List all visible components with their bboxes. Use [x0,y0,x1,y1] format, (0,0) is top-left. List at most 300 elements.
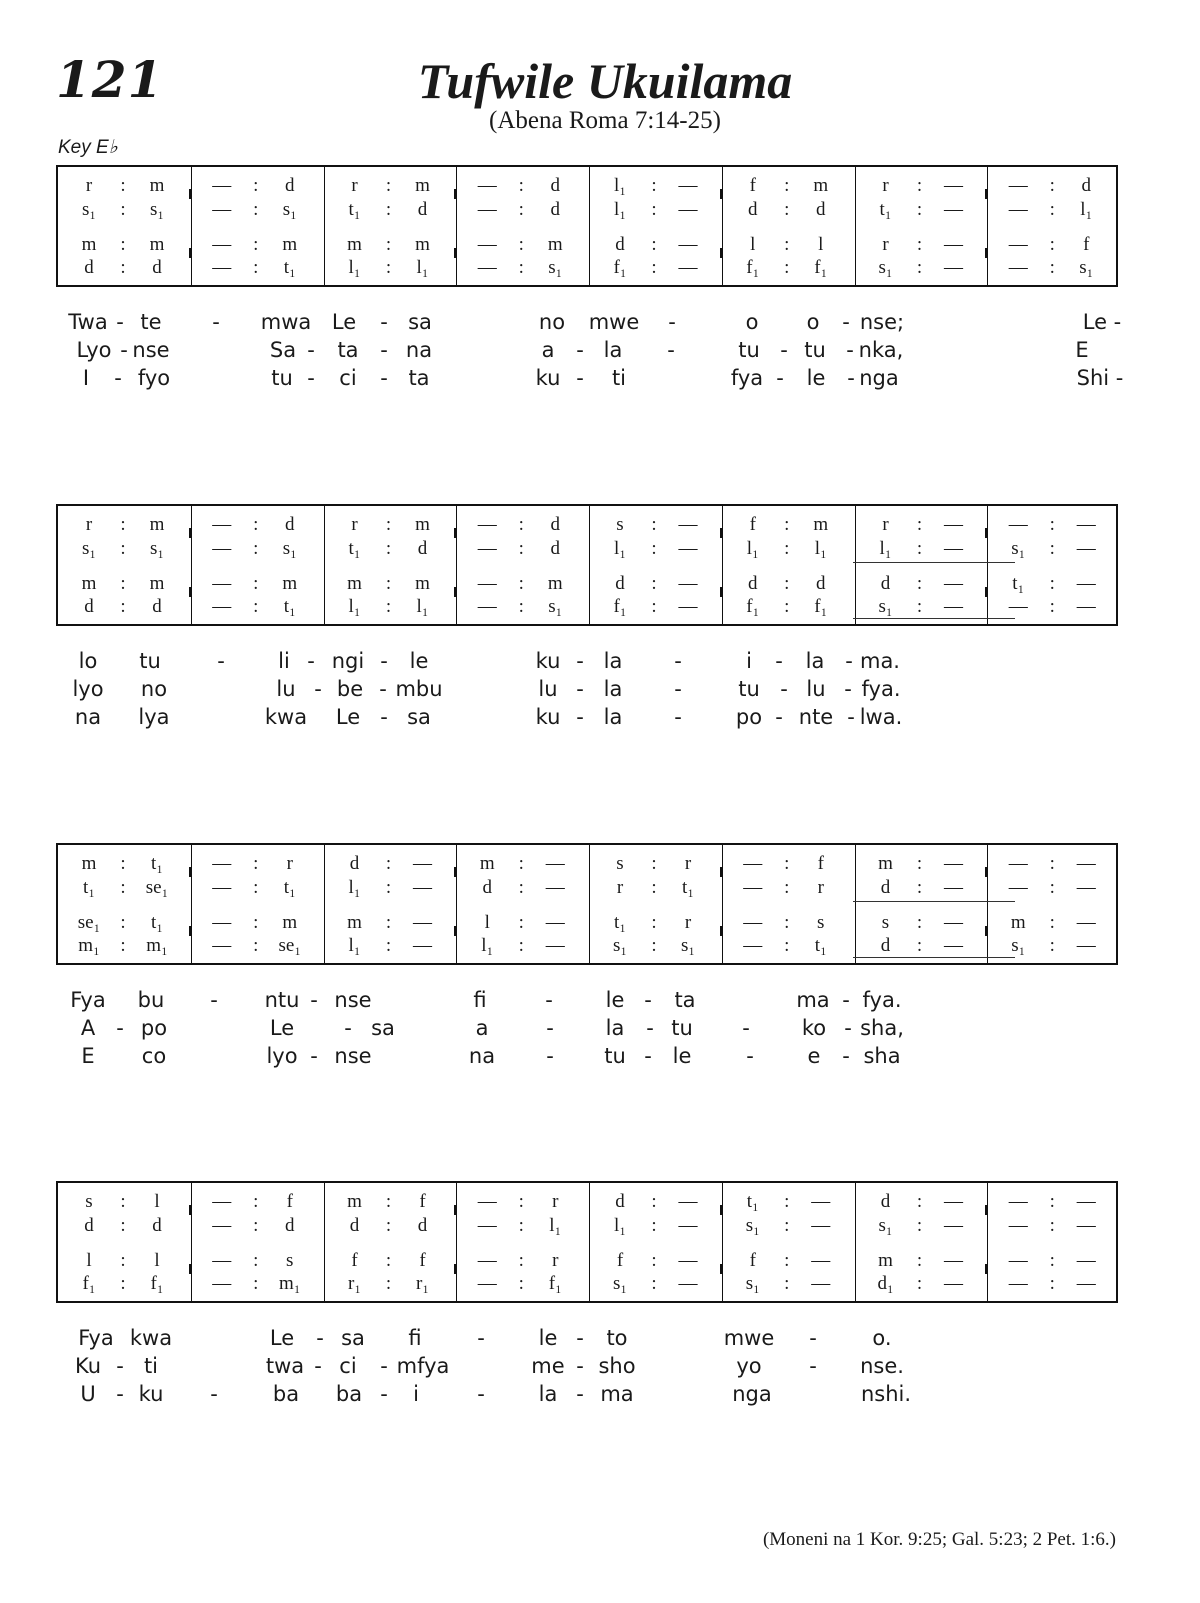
lyric-syllable: i [746,649,752,673]
note-beat-2: d [417,1215,428,1236]
lyric-syllable: no [140,677,168,701]
note-beat-1: t₁ [83,877,95,898]
lyric-hyphen: - [380,705,388,729]
beat-colon: : [385,596,392,617]
note-beat-2: r [552,1250,559,1271]
lyric-hyphen: - [742,1016,750,1040]
note-beat-2: s₁ [680,935,696,956]
note-beat-1: — [1008,514,1028,535]
note-beat-1: — [212,1191,232,1212]
note-beat-2: d [417,538,428,559]
beat-colon: : [253,538,259,559]
half-bar-tick [720,867,722,877]
lyric-syllable: nse. [860,1354,904,1378]
measure [456,506,590,624]
note-beat-1: — [1008,1215,1028,1236]
note-beat-2: m [813,175,829,196]
measure [456,1183,590,1301]
beat-colon: : [253,1273,259,1294]
beat-colon: : [651,573,657,594]
note-beat-2: s₁ [149,199,165,220]
beat-colon: : [253,573,259,594]
beat-colon: : [518,514,524,535]
beat-colon: : [916,596,923,617]
lyric-hyphen: - [120,338,128,362]
note-beat-2: f [419,1250,426,1271]
lyric-hyphen: - [310,1044,318,1068]
lyric-syllable: fyo [137,366,171,390]
note-beat-2: se₁ [145,877,169,898]
note-beat-2: — [1076,573,1096,594]
note-beat-2: — [944,853,963,874]
note-beat-1: d [349,853,360,874]
beat-colon: : [1049,596,1055,617]
beat-colon: : [518,1191,524,1212]
note-beat-1: s [616,514,624,535]
lyric-hyphen: - [576,1354,584,1378]
half-bar-tick [720,248,722,258]
note-beat-2: — [811,1191,831,1212]
beat-colon: : [120,234,126,255]
note-beat-1: s [881,912,890,933]
note-beat-1: — [477,1215,497,1236]
note-beat-2: — [678,573,698,594]
lyric-hyphen: - [314,1354,322,1378]
measure [855,167,989,285]
beat-colon: : [253,1215,259,1236]
beat-colon: : [253,234,259,255]
lyric-hyphen: - [344,1016,352,1040]
note-beat-2: m [282,234,298,255]
note-beat-1: — [1008,1250,1028,1271]
beat-colon: : [385,538,392,559]
note-beat-1: l₁ [614,175,626,196]
note-beat-2: — [413,877,432,898]
note-beat-2: — [944,912,963,933]
lyric-syllable: li [278,649,290,673]
beat-colon: : [253,935,259,956]
note-beat-1: — [477,175,497,196]
measure [191,506,325,624]
note-beat-2: m [415,514,430,535]
note-beat-2: d [285,514,295,535]
lyric-syllable: nse [334,988,372,1012]
lyric-syllable: tu [604,1044,626,1068]
lyric-syllable: ba [272,1382,300,1406]
lyric-syllable: tu [271,366,293,390]
note-beat-2: f₁ [814,257,828,278]
lyric-syllable: po [140,1016,168,1040]
lyric-syllable: na [405,338,433,362]
lyric-syllable: Fya [70,988,106,1012]
lyric-syllable: ci [339,1354,357,1378]
note-beat-2: — [545,935,565,956]
beat-colon: : [385,1273,392,1294]
beat-colon: : [120,257,126,278]
lyric-hyphen: - [746,1044,754,1068]
beat-colon: : [651,935,657,956]
lyric-syllable: sho [598,1354,636,1378]
note-beat-1: l [86,1250,92,1271]
note-beat-1: r [85,514,93,535]
beat-colon: : [651,257,657,278]
note-beat-1: — [477,1250,497,1271]
measure [58,167,192,285]
note-beat-2: — [811,1273,831,1294]
note-beat-2: l [818,234,824,255]
beat-colon: : [916,199,923,220]
note-beat-1: — [477,573,497,594]
note-beat-2: — [944,573,963,594]
note-beat-2: r [286,853,293,874]
lyric-syllable: Le [269,1326,295,1350]
note-beat-2: — [678,1215,698,1236]
note-beat-2: — [811,1250,831,1271]
note-beat-2: — [545,877,565,898]
lyric-syllable: mwe [588,310,640,334]
beat-colon: : [651,912,657,933]
half-bar-tick [189,1205,191,1215]
lyric-syllable: Le [335,705,361,729]
note-beat-1: f [749,1250,756,1271]
lyric-syllable: sa [371,1016,395,1040]
note-beat-1: — [743,912,763,933]
note-beat-1: d [482,877,492,898]
note-beat-2: d [152,1215,162,1236]
note-beat-1: r [882,234,889,255]
note-beat-2: f [1083,234,1090,255]
lyric-syllable: sa [407,705,431,729]
lyric-syllable: ma [600,1382,634,1406]
notation-system-1 [56,165,1118,287]
half-bar-tick [189,248,191,258]
note-beat-1: m [479,853,495,874]
lyric-hyphen: - [576,1326,584,1350]
note-beat-2: t₁ [283,596,296,617]
note-beat-2: — [944,1191,963,1212]
lyric-hyphen: - [380,338,388,362]
note-beat-1: d [880,573,891,594]
lyrics-block-4 [56,1324,1118,1414]
note-beat-2: — [944,1250,963,1271]
note-beat-1: — [743,935,763,956]
beat-colon: : [120,596,126,617]
beat-colon: : [518,1215,524,1236]
half-bar-tick [985,1264,987,1274]
note-beat-1: l₁ [348,257,361,278]
lyric-syllable: Ku [74,1354,102,1378]
lyric-syllable: la [603,705,623,729]
lyric-syllable: Le [331,310,357,334]
note-beat-1: f₁ [82,1273,96,1294]
lyric-hyphen: - [844,677,852,701]
lyric-hyphen: - [775,649,783,673]
note-beat-1: — [1008,853,1028,874]
note-beat-1: — [743,877,763,898]
note-beat-2: l₁ [416,596,429,617]
lyric-hyphen: - [780,338,788,362]
measure [855,506,989,624]
lyric-syllable: i [413,1382,419,1406]
note-beat-2: d [152,257,162,278]
lyric-syllable: E [81,1044,95,1068]
note-beat-2: — [678,257,698,278]
note-beat-2: t₁ [151,912,163,933]
note-beat-1: s₁ [745,1273,760,1294]
lyric-syllable: ntu [264,988,300,1012]
lyric-hyphen: - [210,1382,218,1406]
note-beat-1: s₁ [745,1215,760,1236]
note-beat-2: d [550,199,560,220]
note-beat-1: — [212,199,232,220]
lyric-hyphen: - [477,1326,485,1350]
note-beat-1: l₁ [348,935,361,956]
note-beat-2: f₁ [548,1273,562,1294]
lyric-syllable: po [735,705,763,729]
note-beat-1: s₁ [1011,935,1026,956]
note-beat-2: — [678,1250,698,1271]
note-beat-1: — [212,912,232,933]
note-beat-1: — [743,853,763,874]
note-beat-2: f [817,853,824,874]
beat-colon: : [1049,538,1055,559]
lyric-hyphen: - [644,1044,652,1068]
note-beat-1: f [749,514,756,535]
measure [324,506,458,624]
beat-colon: : [120,1273,126,1294]
beat-colon: : [1049,1250,1055,1271]
lyric-syllable: yo [736,1354,762,1378]
note-beat-2: — [1076,1273,1096,1294]
lyric-hyphen: - [380,310,388,334]
note-beat-2: — [678,514,698,535]
beat-colon: : [120,1191,126,1212]
beat-colon: : [784,1191,790,1212]
lyric-syllable: la [538,1382,558,1406]
lyric-hyphen: - [667,338,675,362]
beat-colon: : [916,514,923,535]
lyric-hyphen: - [780,677,788,701]
half-bar-tick [720,189,722,199]
note-beat-2: — [413,853,432,874]
note-beat-1: s₁ [878,596,893,617]
note-beat-2: r [684,912,692,933]
note-beat-1: — [212,596,232,617]
lyric-hyphen: - [674,705,682,729]
lyric-syllable: tu [671,1016,693,1040]
note-beat-2: — [1076,877,1096,898]
half-bar-tick [720,1205,722,1215]
lyric-hyphen: - [307,366,315,390]
note-beat-1: s [85,1191,93,1212]
lyric-syllable: mbu [395,677,443,701]
beat-colon: : [518,573,524,594]
note-beat-1: r [351,175,358,196]
note-beat-2: m₁ [146,935,168,956]
beat-colon: : [916,935,923,956]
lyric-hyphen: - [842,310,850,334]
measure [987,506,1120,624]
note-beat-1: m [347,1191,362,1212]
lyric-hyphen: - [576,338,584,362]
note-beat-1: f₁ [613,596,627,617]
measure [456,167,590,285]
note-beat-2: f₁ [150,1273,164,1294]
beat-colon: : [784,935,790,956]
note-beat-1: r [351,514,358,535]
note-beat-2: m [149,573,165,594]
note-beat-2: l₁ [549,1215,562,1236]
beat-colon: : [651,234,657,255]
note-beat-2: — [413,935,432,956]
note-beat-1: f₁ [613,257,627,278]
beat-colon: : [651,1273,657,1294]
note-beat-2: — [944,877,963,898]
lyric-syllable: ku [535,705,561,729]
note-beat-1: l [484,912,490,933]
half-bar-tick [454,528,456,538]
beat-colon: : [385,877,392,898]
note-beat-2: — [1076,912,1096,933]
note-beat-1: — [1008,877,1028,898]
measure [191,845,325,963]
beat-colon: : [120,935,126,956]
note-beat-1: r₁ [348,1273,361,1294]
note-beat-1: — [1008,1191,1028,1212]
lyric-hyphen: - [307,338,315,362]
lyric-syllable: nshi. [860,1382,912,1406]
half-bar-tick [985,926,987,936]
note-beat-1: t₁ [879,199,892,220]
half-bar-tick [189,587,191,597]
key-label: Key E♭ [58,137,118,158]
note-beat-1: d [880,1191,891,1212]
lyric-syllable: Lyo [76,338,112,362]
lyric-hyphen: - [674,649,682,673]
note-beat-2: m [149,175,165,196]
note-beat-1: l₁ [614,199,626,220]
half-bar-tick [454,189,456,199]
half-bar-tick [454,1264,456,1274]
note-beat-2: — [678,1191,698,1212]
beat-colon: : [253,1250,259,1271]
note-beat-2: d [285,1215,295,1236]
note-beat-2: f [419,1191,426,1212]
note-beat-1: t₁ [614,912,626,933]
beat-colon: : [385,1250,392,1271]
measure [58,506,192,624]
lyric-syllable: sha, [860,1016,904,1040]
note-beat-1: l₁ [614,1215,626,1236]
measure [589,1183,723,1301]
note-beat-2: — [811,1215,831,1236]
note-beat-2: r [817,877,824,898]
beat-colon: : [385,573,392,594]
note-beat-1: r [882,514,889,535]
lyric-syllable: ba [335,1382,363,1406]
beat-colon: : [916,234,923,255]
beat-colon: : [916,1273,923,1294]
beat-colon: : [784,1250,790,1271]
note-beat-2: m [282,573,298,594]
beat-colon: : [385,514,392,535]
note-beat-1: m [878,1250,893,1271]
lyric-syllable: fya [730,366,764,390]
beat-colon: : [651,596,657,617]
lyric-syllable: mwa [260,310,312,334]
beat-colon: : [1049,514,1055,535]
beat-colon: : [518,853,524,874]
note-beat-2: — [1076,514,1096,535]
note-beat-2: l [154,1250,160,1271]
note-beat-1: d [615,234,625,255]
note-beat-2: — [545,853,565,874]
note-beat-2: r₁ [416,1273,429,1294]
lyric-syllable: la [603,677,623,701]
note-beat-1: d [349,1215,360,1236]
note-beat-2: d [417,199,428,220]
lyric-syllable: twa [265,1354,305,1378]
lyric-hyphen: - [380,1354,388,1378]
lyric-hyphen: - [379,677,387,701]
beat-colon: : [518,175,524,196]
notation-system-3 [56,843,1118,965]
note-beat-1: s₁ [81,538,97,559]
note-beat-1: s₁ [878,257,893,278]
beat-colon: : [784,175,790,196]
beat-colon: : [916,853,923,874]
tie-line [853,957,1015,958]
half-bar-tick [454,1205,456,1215]
lyric-syllable: o. [872,1326,892,1350]
beat-colon: : [253,853,259,874]
tie-line [853,618,1015,619]
lyric-syllable: me [531,1354,565,1378]
lyric-hyphen: - [116,1016,124,1040]
note-beat-1: m [81,853,97,874]
lyric-hyphen: - [576,677,584,701]
note-beat-2: r [552,1191,559,1212]
beat-colon: : [784,1273,790,1294]
lyric-syllable: ci [339,366,357,390]
lyric-syllable: tu [738,338,760,362]
note-beat-1: — [212,514,232,535]
note-beat-2: m [149,514,165,535]
half-bar-tick [454,926,456,936]
beat-colon: : [784,199,790,220]
half-bar-tick [720,528,722,538]
measure [324,1183,458,1301]
note-beat-1: — [477,596,497,617]
measure [987,845,1120,963]
lyric-syllable: la [805,649,825,673]
lyric-hyphen: - [776,366,784,390]
beat-colon: : [518,1273,524,1294]
beat-colon: : [518,935,524,956]
beat-colon: : [916,877,923,898]
note-beat-2: d [816,199,826,220]
beat-colon: : [784,596,790,617]
lyric-hyphen: - [217,649,225,673]
note-beat-2: d [816,573,826,594]
note-beat-2: m [415,234,430,255]
lyric-syllable: lyo [266,1044,298,1068]
lyric-syllable: lu [276,677,296,701]
note-beat-2: f₁ [814,596,828,617]
note-beat-2: — [944,257,963,278]
lyric-syllable: Twa [68,310,108,334]
lyric-hyphen: - [576,649,584,673]
